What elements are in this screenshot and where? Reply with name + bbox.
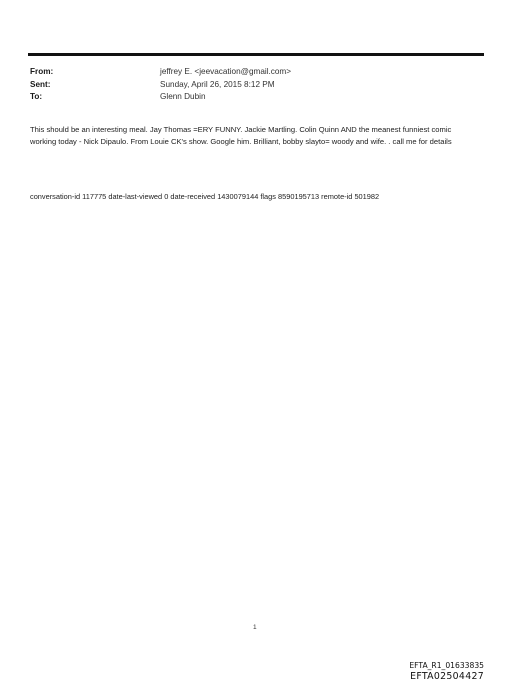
- from-row: [30, 66, 480, 79]
- sent-row: [30, 79, 480, 92]
- conversation-metadata: conversation-id 117775 date-last-viewed 0 date-received 1430079144 flags 8590195713 remote-id 501982: [30, 192, 380, 201]
- email-body: This should be an interesting meal. Jay Thomas =ERY FUNNY. Jackie Martling. Colin Quinn AND the meanest funniest comic working today - Nick Dipaulo. From Louie CK's show. Google him. Brilliant, bobby slayto= woody and wife. . call me for details: [30, 125, 452, 146]
- sent-value: Sunday, April 26, 2015 8:12 PM: [160, 79, 275, 89]
- sent-label: Sent:: [30, 79, 51, 89]
- from-value: jeffrey E. <jeevacation@gmail.com>: [160, 67, 292, 76]
- from-label: From:: [30, 67, 54, 76]
- to-label: To:: [30, 92, 43, 101]
- bates-stamp-primary: EFTA_R1_01633835: [409, 661, 484, 670]
- bates-stamp-secondary: EFTA02504427: [410, 671, 484, 682]
- page-number: 1: [253, 624, 257, 631]
- email-header: [30, 66, 480, 104]
- to-value: Glenn Dubin: [160, 92, 206, 101]
- to-row: [30, 91, 480, 104]
- header-divider-rule: [28, 53, 484, 56]
